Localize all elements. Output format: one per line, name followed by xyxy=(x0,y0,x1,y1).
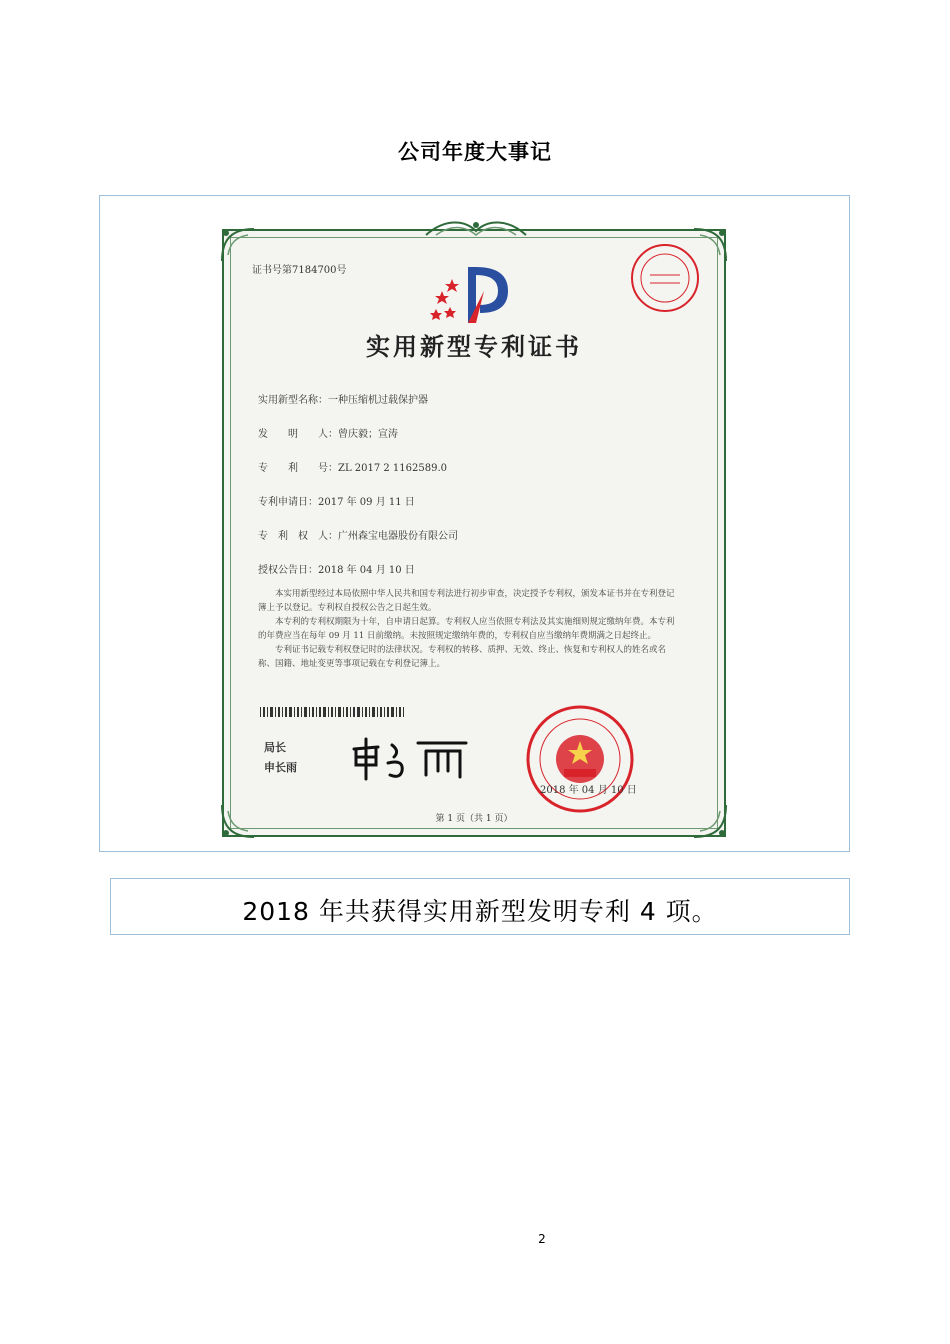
director-name: 申长雨 xyxy=(264,761,297,774)
body-paragraph: 本实用新型经过本局依照中华人民共和国专利法进行初步审查，决定授予专利权，颁发本证书并在专利登记簿上予以登记。专利权自授权公告之日起生效。 xyxy=(258,589,675,613)
field-label: 专 利 权 人： xyxy=(258,531,338,542)
ornament-top-icon xyxy=(424,217,528,239)
barcode-icon xyxy=(260,707,406,717)
field-application-date xyxy=(258,493,415,508)
certificate-page-indicator: 第 1 页（共 1 页） xyxy=(435,814,513,824)
national-seal-icon xyxy=(524,703,636,815)
caption-box xyxy=(110,878,850,935)
seal-date: 2018 年 04 月 10 日 xyxy=(540,785,637,796)
certificate-heading: 实用新型专利证书 xyxy=(366,332,582,361)
field-value: 一种压缩机过载保护器 xyxy=(328,395,428,406)
field-inventor xyxy=(258,425,398,440)
patent-office-logo-icon xyxy=(428,261,520,329)
field-utility-model-name xyxy=(258,391,428,406)
field-label: 授权公告日： xyxy=(258,565,318,576)
field-label: 专利申请日： xyxy=(258,497,318,508)
certificate-body xyxy=(258,587,678,671)
field-value: 2018 年 04 月 10 日 xyxy=(318,565,415,576)
field-value: 曾庆毅；宣涛 xyxy=(338,429,398,440)
page-number: 2 xyxy=(538,1232,546,1246)
director-title: 局长 xyxy=(264,741,286,754)
patent-certificate xyxy=(222,229,726,837)
field-label: 发 明 人： xyxy=(258,429,338,440)
body-paragraph: 专利证书记载专利权登记时的法律状况。专利权的转移、质押、无效、终止、恢复和专利权人的姓名或名称、国籍、地址变更等事项记载在专利登记簿上。 xyxy=(258,645,667,669)
field-patentee xyxy=(258,527,458,542)
page-title: 公司年度大事记 xyxy=(398,140,552,164)
field-value: ZL 2017 2 1162589.0 xyxy=(338,463,448,474)
signature-icon xyxy=(348,735,476,783)
field-grant-date xyxy=(258,561,415,576)
field-value: 广州森宝电器股份有限公司 xyxy=(338,531,458,542)
caption-text: 2018 年共获得实用新型发明专利 4 项。 xyxy=(242,897,718,926)
field-label: 实用新型名称： xyxy=(258,395,328,406)
body-paragraph: 本专利的专利权期限为十年，自申请日起算。专利权人应当依照专利法及其实施细则规定缴纳年费。本专利的年费应当在每年 09 月 11 日前缴纳。未按照规定缴纳年费的，专利权自应当缴纳年费期满之日起终止。 xyxy=(258,617,675,641)
corner-ornament-icon xyxy=(218,225,258,265)
field-value: 2017 年 09 月 11 日 xyxy=(318,497,415,508)
field-patent-number xyxy=(258,459,447,474)
certificate-image-frame xyxy=(99,195,850,852)
red-seal-icon xyxy=(628,241,702,315)
certificate-number: 证书号第7184700号 xyxy=(252,265,347,276)
field-label: 专 利 号： xyxy=(258,463,338,474)
